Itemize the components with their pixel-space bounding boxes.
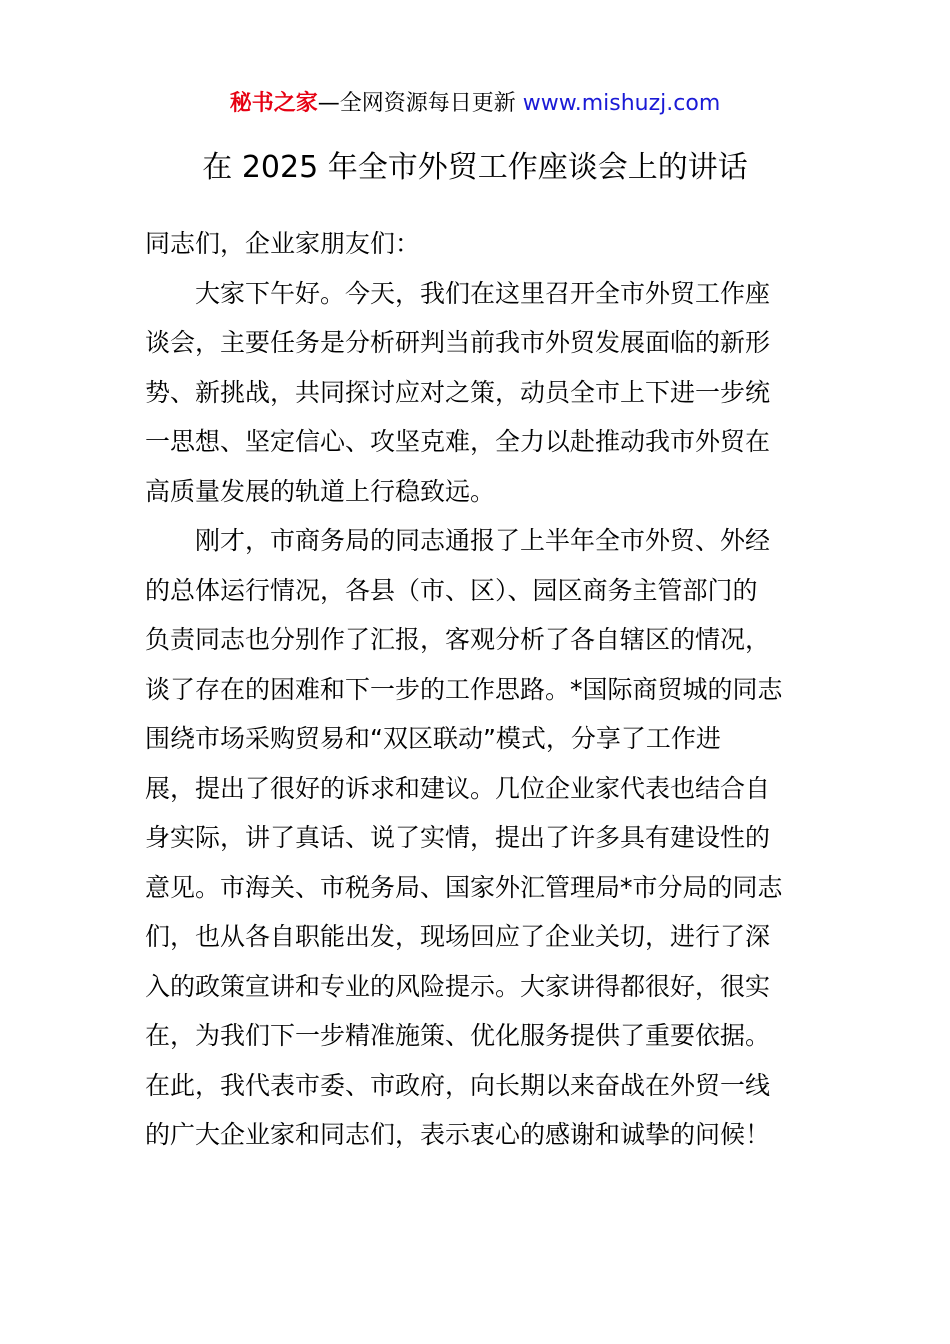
paragraph-line: 谈了存在的困难和下一步的工作思路。*国际商贸城的同志 [145, 674, 783, 704]
document-title: 在 2025 年全市外贸工作座谈会上的讲话 [202, 150, 748, 185]
paragraph-line: 意见。市海关、市税务局、国家外汇管理局*市分局的同志 [145, 872, 783, 902]
paragraph-line: 在，为我们下一步精准施策、优化服务提供了重要依据。 [145, 1021, 771, 1050]
document-body [145, 219, 810, 1160]
paragraph-line: 围绕市场采购贸易和“双区联动”模式，分享了工作进 [145, 724, 721, 753]
salutation: 同志们，企业家朋友们： [145, 229, 421, 258]
paragraph-line: 展，提出了很好的诉求和建议。几位企业家代表也结合自 [145, 773, 771, 803]
site-header [0, 88, 950, 120]
paragraph-line: 身实际，讲了真话、说了实情，提出了许多具有建设性的 [145, 823, 771, 852]
paragraph-line: 刚才，市商务局的同志通报了上半年全市外贸、外经 [195, 526, 771, 555]
paragraph-line: 在此，我代表市委、市政府，向长期以来奋战在外贸一线 [145, 1070, 771, 1100]
paragraph-line: 势、新挑战，共同探讨应对之策，动员全市上下进一步统 [145, 377, 771, 407]
paragraph-line: 大家下午好。今天，我们在这里召开全市外贸工作座 [195, 278, 771, 308]
paragraph-line: 谈会，主要任务是分析研判当前我市外贸发展面临的新形 [145, 328, 771, 357]
paragraph-line: 入的政策宣讲和专业的风险提示。大家讲得都很好，很实 [145, 971, 771, 1001]
paragraph-line: 的广大企业家和同志们，表示衷心的感谢和诚挚的问候！ [145, 1120, 771, 1149]
site-url-link[interactable]: www.mishuzj.com [522, 91, 721, 116]
paragraph-line: 的总体运行情况，各县（市、区）、园区商务主管部门的 [145, 575, 758, 605]
site-tagline: —全网资源每日更新 [317, 91, 523, 116]
paragraph-line: 高质量发展的轨道上行稳致远。 [145, 476, 496, 506]
paragraph-line: 负责同志也分别作了汇报，客观分析了各自辖区的情况， [145, 625, 771, 654]
paragraph-2 [145, 516, 810, 1160]
paragraph-line: 们，也从各自职能出发，现场回应了企业关切，进行了深 [145, 922, 771, 951]
paragraph-1 [145, 269, 810, 517]
site-brand: 秘书之家 [229, 91, 318, 116]
paragraph-line: 一思想、坚定信心、攻坚克难，全力以赴推动我市外贸在 [145, 427, 771, 456]
